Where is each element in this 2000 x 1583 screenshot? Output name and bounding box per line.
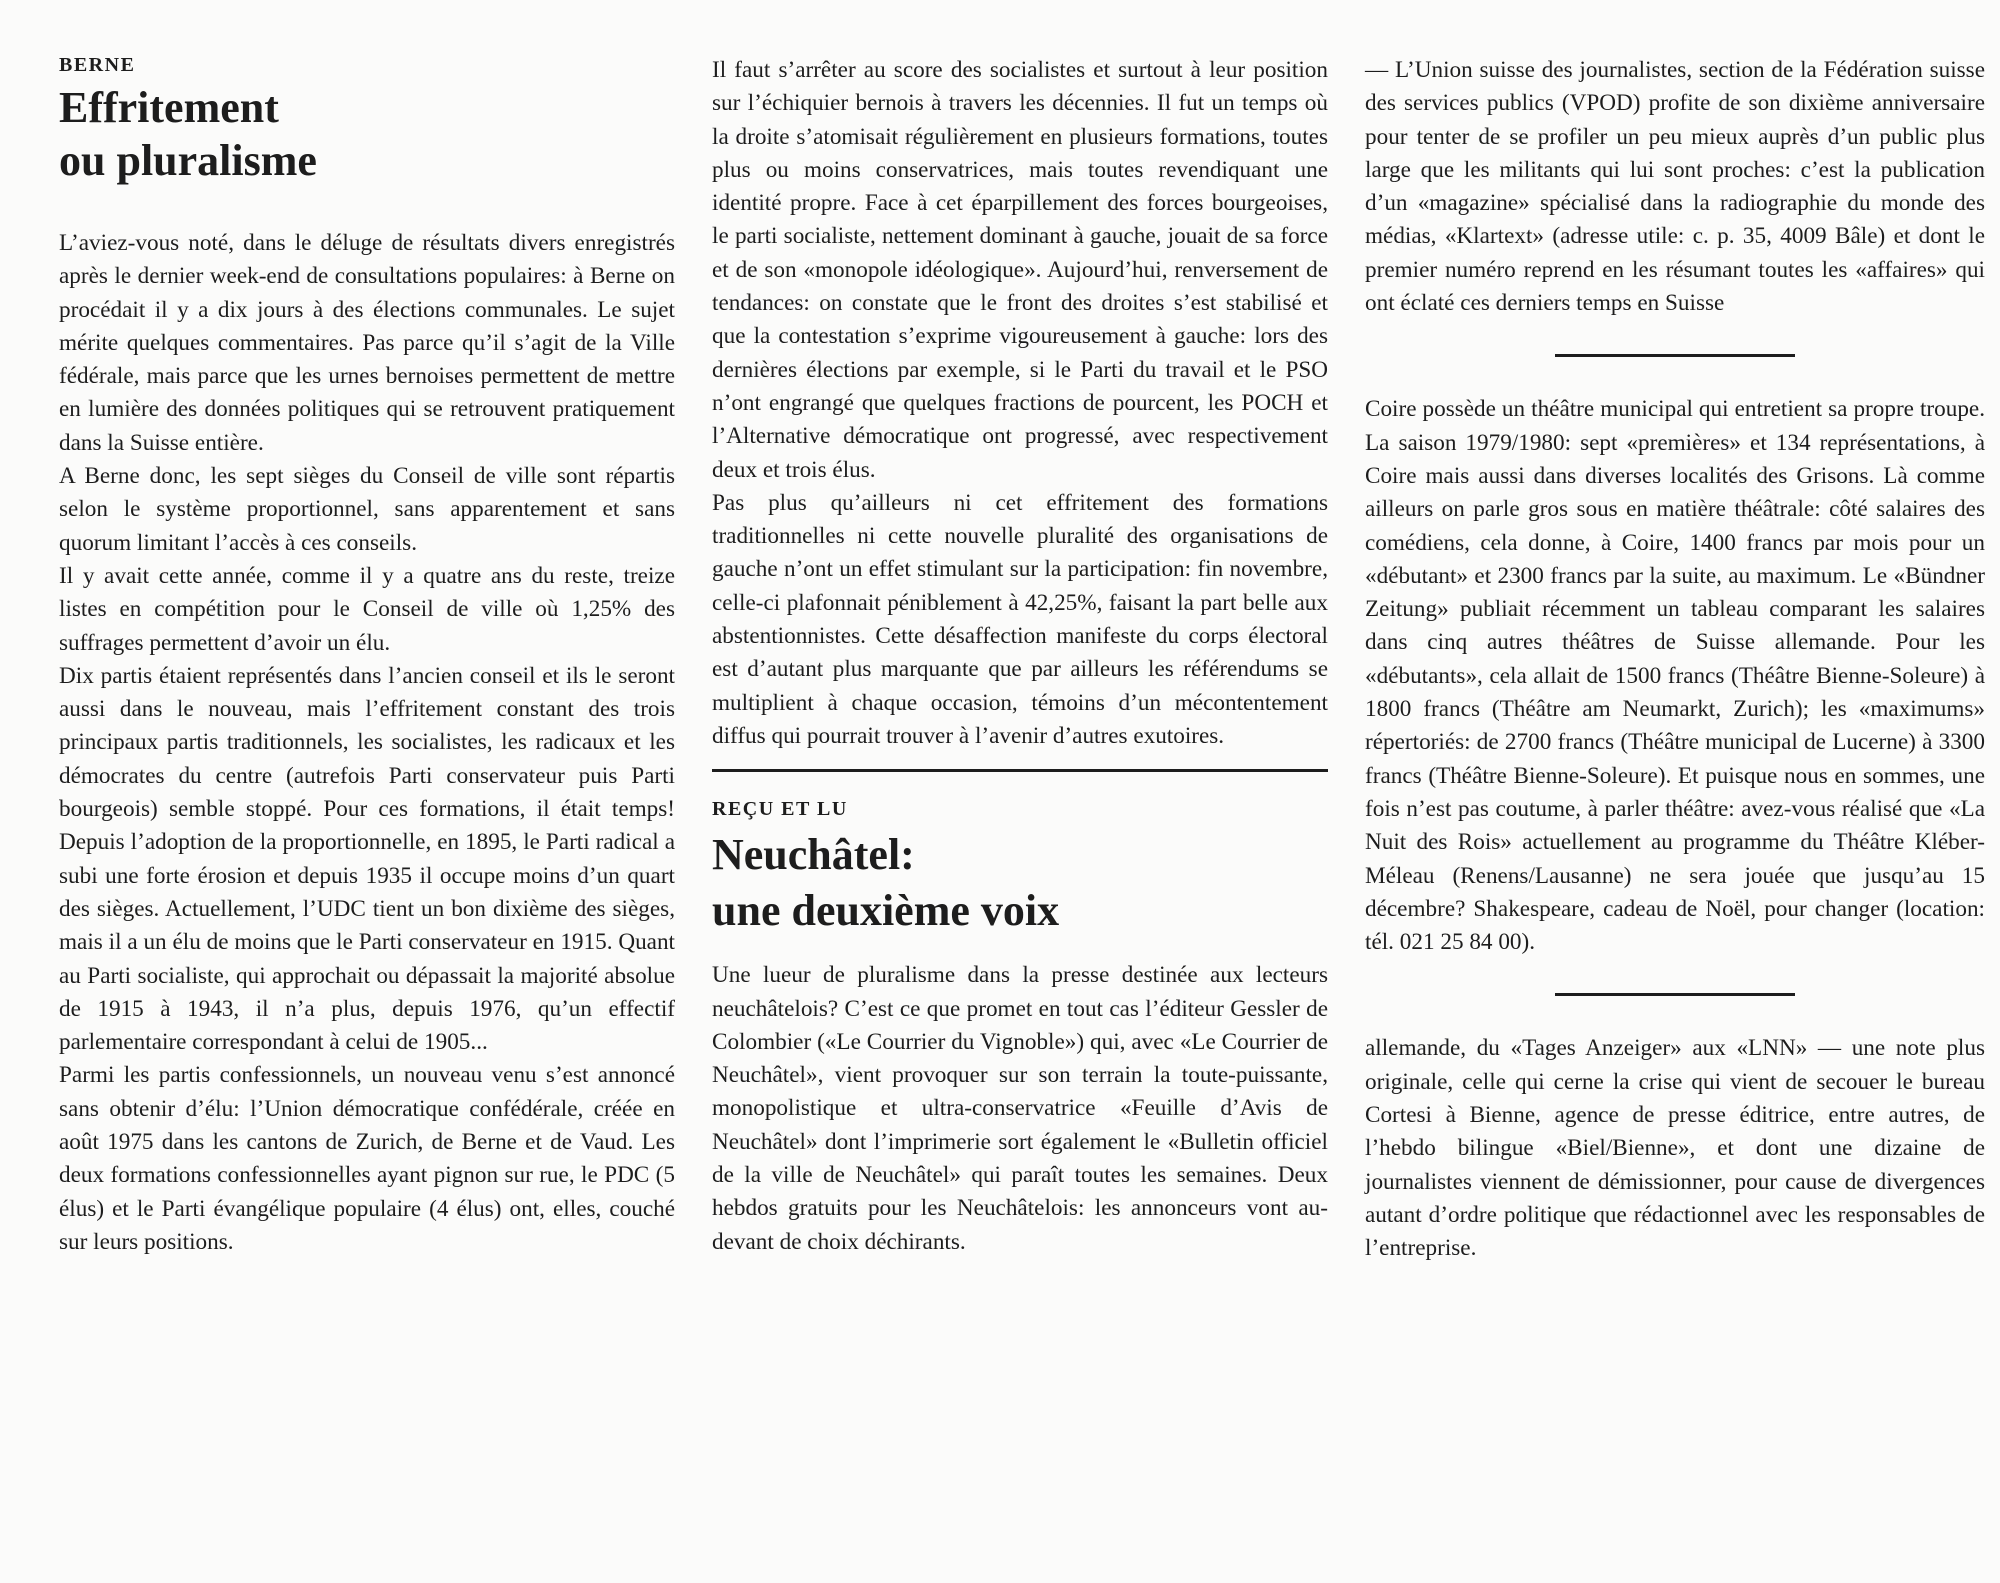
article1-paragraph-2: A Berne donc, les sept sièges du Conseil de ville sont répartis selon le système proportionnel, sans apparentement et sans quorum limitant l’accès à ces conseils. xyxy=(59,463,675,556)
article1-paragraph-5: Parmi les partis confessionnels, un nouveau venu s’est annoncé sans obtenir d’élu: l’Union démocratique confédérale, créée en août 1975 dans les cantons de Zurich, de Berne et de Vaud. Les deux formations confessionnelles ayant pignon sur rue, le PDC (5 élus) et le Parti évangélique populaire (4 élus) ont, elles, couché sur leurs positions. xyxy=(59,1062,675,1255)
article2-paragraph-1: Une lueur de pluralisme dans la presse destinée aux lecteurs neuchâtelois? C’est ce que promet en tout cas l’éditeur Gessler de Colombier («Le Courrier du Vignoble») qui, avec «Le Courrier de Neuchâtel», vient provoquer sur son terrain la toute-puissante, monopolistique et ultra-conservatrice «Feuille d’Avis de Neuchâtel» dont l’imprimerie sort également le «Bulletin officiel de la ville de Neuchâtel» qui paraît toutes les semaines. Deux hebdos gratuits pour les Neuchâtelois: les annonceurs vont au-devant de choix déchirants. xyxy=(712,962,1328,1255)
article1-col2-paragraph-2: Pas plus qu’ailleurs ni cet effritement des formations traditionnelles ni cette nouvelle pluralité des organisations de gauche n’ont un effet stimulant sur la participation: fin novembre, celle-ci plafonnait péniblement à 42,25%, faisant la part belle aux abstentionnistes. Cette désaffection manifeste du corps électoral est d’autant plus marquante que par ailleurs les référendums se multiplient à chaque occasion, témoins d’un mécontentement diffus qui pourrait trouver à l’avenir d’autres exutoires. xyxy=(712,489,1328,749)
kicker-berne: BERNE xyxy=(59,54,136,76)
short-divider-1 xyxy=(1555,354,1795,357)
article1-paragraph-1: L’aviez-vous noté, dans le déluge de résultats divers enregistrés après le dernier week-end de consultations populaires: à Berne on procédait il y a dix jours à des élections communales. Le sujet mérite quelques commentaires. Pas parce qu’il s’agit de la Ville fédérale, mais parce que les urnes bernoises permettent de mettre en lumière des données politiques qui se retrouvent pratiquement dans la Suisse entière. xyxy=(59,230,675,456)
kicker-recu-et-lu: REÇU ET LU xyxy=(712,798,848,821)
column3-block-3: allemande, du «Tages Anzeiger» aux «LNN» — une note plus originale, celle qui cerne la crise qui vient de secouer le bureau Cortesi à Bienne, agence de presse éditrice, entre autres, de l’hebdo bilingue «Biel/Bienne», et dont une dizaine de journalistes viennent de démissionner, pour cause de divergences autant d’ordre politique que rédactionnel avec les responsables de l’entreprise. xyxy=(1365,1035,1985,1262)
column-3 xyxy=(1365,54,1985,1266)
headline-line-1: Effritement xyxy=(59,83,279,132)
article1-paragraph-3: Il y avait cette année, comme il y a quatre ans du reste, treize listes en compétition pour le Conseil de ville où 1,25% des suffrages permettent d’avoir un élu. xyxy=(59,562,675,656)
article1-col2-paragraph-1: Il faut s’arrêter au score des socialistes et surtout à leur position sur l’échiquier bernois à travers les décennies. Il fut un temps où la droite s’atomisait régulièrement en plusieurs formations, toutes plus ou moins conservatrices, mais toutes revendiquant une identité propre. Face à cet éparpillement des forces bourgeoises, le parti socialiste, nettement dominant à gauche, jouait de sa force et de son «monopole idéologique». Aujourd’hui, renversement de tendances: on constate que le front des droites s’est stabilisé et que la contestation s’exprime vigoureusement à gauche: lors des dernières élections par exemple, si le Parti du travail et le PSO n’ont engrangé que quelques fractions de pourcent, les POCH et l’Alternative démocratique ont progressé, avec respectivement deux et trois élus. xyxy=(712,57,1328,483)
column3-block-1: — L’Union suisse des journalistes, section de la Fédération suisse des services publics (VPOD) profite de son dixième anniversaire pour tenter de se profiler un peu mieux auprès d’un public plus large que les militants qui lui sont proches: c’est la publication d’un «magazine» spécialisé dans la radiographie du monde des médias, «Klartext» (adresse utile: c. p. 35, 4009 Bâle) et dont le premier numéro reprend en les résumant toutes les «affaires» qui ont éclaté ces derniers temps en Suisse xyxy=(1365,57,1985,317)
headline-line-2: ou pluralisme xyxy=(59,136,317,185)
column3-block-2: Coire possède un théâtre municipal qui entretient sa propre troupe. La saison 1979/1980: sept «premières» et 134 représentations, à Coire mais aussi dans diverses localités des Grisons. Là comme ailleurs on parle gros sous en matière théâtrale: côté salaires des comédiens, cela donne, à Coire, 1400 francs par mois pour un «débutant» et 2300 francs par la suite, au maximum. Le «Bündner Zeitung» publiait récemment un tableau comparant les salaires dans cinq autres théâtres de Suisse allemande. Pour les «débutants», cela allait de 1500 francs (Théâtre Bienne-Soleure) à 1800 francs (Théâtre am Neumarkt, Zurich); les «maximums» répertoriés: de 2700 francs (Théâtre municipal de Lucerne) à 3300 francs (Théâtre Bienne-Soleure). Et puisque nous en sommes, une fois n’est pas coutume, à parler théâtre: avez-vous réalisé que «La Nuit des Rois» actuellement au programme du Théâtre Kléber-Méleau (Renens/Lausanne) ne sera jouée que jusqu’au 15 décembre? Shakespeare, cadeau de Noël, pour changer (location: tél. 021 25 84 00). xyxy=(1365,396,1985,956)
article1-paragraph-4: Dix partis étaient représentés dans l’ancien conseil et ils le seront aussi dans le nouveau, mais l’effritement constant des trois principaux partis traditionnels, les socialistes, les radicaux et les démocrates du centre (autrefois Parti conservateur puis Parti bourgeois) semble stoppé. Pour ces formations, il était temps! Depuis l’adoption de la proportionnelle, en 1895, le Parti radical a subi une forte érosion et depuis 1935 il occupe moins d’un quart des sièges. Actuellement, l’UDC tient un bon dixième des sièges, mais il a un élu de moins que le Parti conservateur en 1915. Quant au Parti socialiste, qui approchait ou dépassait la majorité absolue de 1915 à 1943, il n’a plus, depuis 1976, qu’un effectif parlementaire correspondant à celui de 1905... xyxy=(59,662,675,1056)
short-divider-2 xyxy=(1555,993,1795,996)
headline-neuchatel xyxy=(712,827,1328,939)
section-divider xyxy=(712,769,1328,772)
headline2-line-1: Neuchâtel: xyxy=(712,830,915,880)
headline2-line-2: une deuxième voix xyxy=(712,886,1060,936)
column-1 xyxy=(59,54,675,1259)
column-2 xyxy=(712,54,1328,1259)
headline-effritement xyxy=(59,81,675,187)
